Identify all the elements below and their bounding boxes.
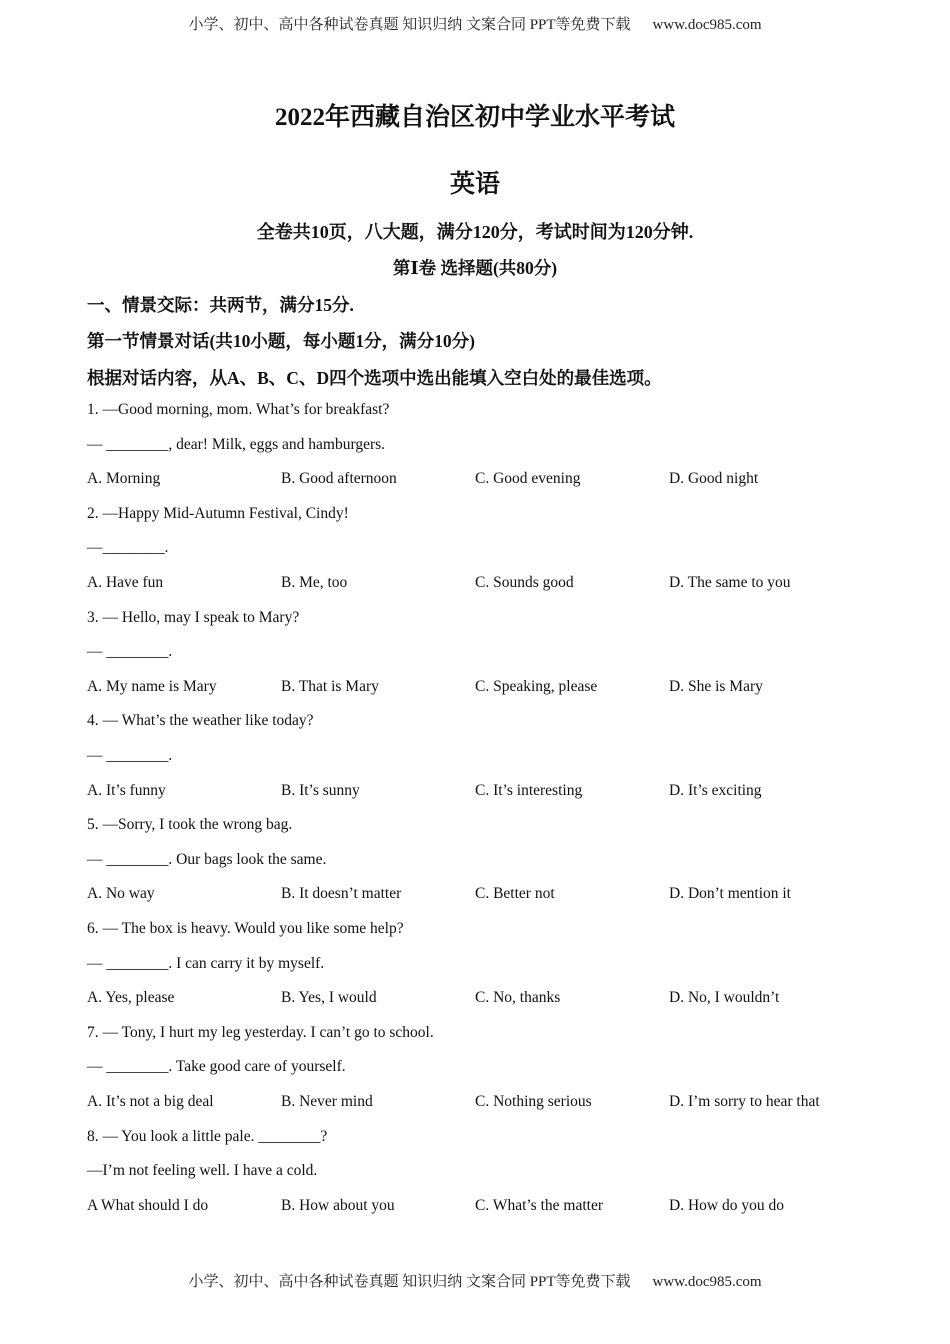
subsection-heading: 第一节情景对话(共10小题，每小题1分，满分10分) — [87, 331, 475, 351]
question-prompt: 3. — Hello, may I speak to Mary? — [87, 608, 300, 626]
answer-option: D. The same to you — [669, 574, 791, 591]
part-heading: 第Ⅰ卷 选择题(共80分) — [392, 258, 558, 278]
answer-option: A. Have fun — [87, 574, 164, 591]
question-reply: —________. — [87, 539, 169, 557]
answer-option: D. Good night — [669, 470, 759, 488]
answer-option: B. Good afternoon — [281, 470, 397, 488]
exam-subject: 英语 — [449, 171, 500, 198]
question-reply: —I’m not feeling well. I have a cold. — [87, 1162, 318, 1180]
answer-option: D. She is Mary — [669, 677, 763, 695]
answer-option: B. How about you — [281, 1196, 395, 1214]
section-heading: 一、情景交际：共两节，满分15分. — [87, 295, 354, 315]
header-text: 小学、初中、高中各种试卷真题 知识归纳 文案合同 PPT等免费下载 — [188, 17, 631, 33]
answer-option: B. Yes, I would — [281, 989, 377, 1007]
question-prompt: 8. — You look a little pale. ________? — [87, 1127, 328, 1145]
question-reply: — ________. Take good care of yourself. — [87, 1058, 346, 1076]
answer-option: A. No way — [87, 885, 155, 903]
answer-option: D. I’m sorry to hear that — [669, 1093, 820, 1110]
answer-option: A What should I do — [87, 1196, 209, 1214]
question-reply: — ________. — [87, 747, 173, 764]
question-prompt: 5. —Sorry, I took the wrong bag. — [87, 816, 293, 834]
answer-option: C. What’s the matter — [475, 1196, 603, 1214]
answer-option: A. Yes, please — [87, 989, 175, 1007]
page-footer — [0, 1270, 950, 1291]
answer-option: C. Sounds good — [475, 574, 574, 591]
question-reply: — ________. — [87, 643, 173, 661]
answer-option: C. No, thanks — [475, 989, 561, 1007]
answer-option: C. Good evening — [475, 470, 581, 488]
answer-option: B. It’s sunny — [281, 781, 360, 799]
exam-title: 2022年西藏自治区初中学业水平考试 — [274, 104, 675, 131]
instruction: 根据对话内容，从A、B、C、D四个选项中选出能填入空白处的最佳选项。 — [87, 368, 662, 388]
answer-option: D. No, I wouldn’t — [669, 989, 780, 1007]
answer-option: B. Never mind — [281, 1093, 373, 1110]
footer-site: www.doc985.com — [652, 1274, 762, 1290]
answer-option: A. It’s funny — [87, 781, 166, 799]
question-prompt: 4. — What’s the weather like today? — [87, 712, 314, 730]
answer-option: D. It’s exciting — [669, 781, 762, 799]
question-prompt: 2. —Happy Mid-Autumn Festival, Cindy! — [87, 504, 349, 522]
answer-option: C. It’s interesting — [475, 781, 583, 799]
answer-option: D. How do you do — [669, 1196, 784, 1214]
question-prompt: 6. — The box is heavy. Would you like some help? — [87, 920, 404, 937]
answer-option: C. Nothing serious — [475, 1093, 592, 1110]
header-site: www.doc985.com — [652, 17, 762, 33]
answer-option: D. Don’t mention it — [669, 885, 791, 903]
exam-info: 全卷共10页，八大题，满分120分，考试时间为120分钟. — [256, 222, 694, 242]
answer-option: B. Me, too — [281, 574, 348, 591]
answer-option: C. Speaking, please — [475, 677, 598, 695]
question-reply: — ________, dear! Milk, eggs and hamburgers. — [87, 435, 386, 453]
page-header — [0, 13, 950, 34]
question-prompt: 7. — Tony, I hurt my leg yesterday. I can’t go to school. — [87, 1023, 434, 1041]
answer-option: A. My name is Mary — [87, 677, 217, 695]
question-reply: — ________. I can carry it by myself. — [87, 954, 325, 972]
answer-option: B. That is Mary — [281, 677, 379, 695]
answer-option: C. Better not — [475, 885, 555, 903]
question-reply: — ________. Our bags look the same. — [87, 850, 327, 868]
answer-option: A. It’s not a big deal — [87, 1093, 214, 1110]
question-prompt: 1. —Good morning, mom. What’s for breakfast? — [87, 401, 390, 418]
footer-text: 小学、初中、高中各种试卷真题 知识归纳 文案合同 PPT等免费下载 — [188, 1274, 631, 1290]
answer-option: B. It doesn’t matter — [281, 885, 402, 903]
answer-option: A. Morning — [87, 470, 161, 488]
